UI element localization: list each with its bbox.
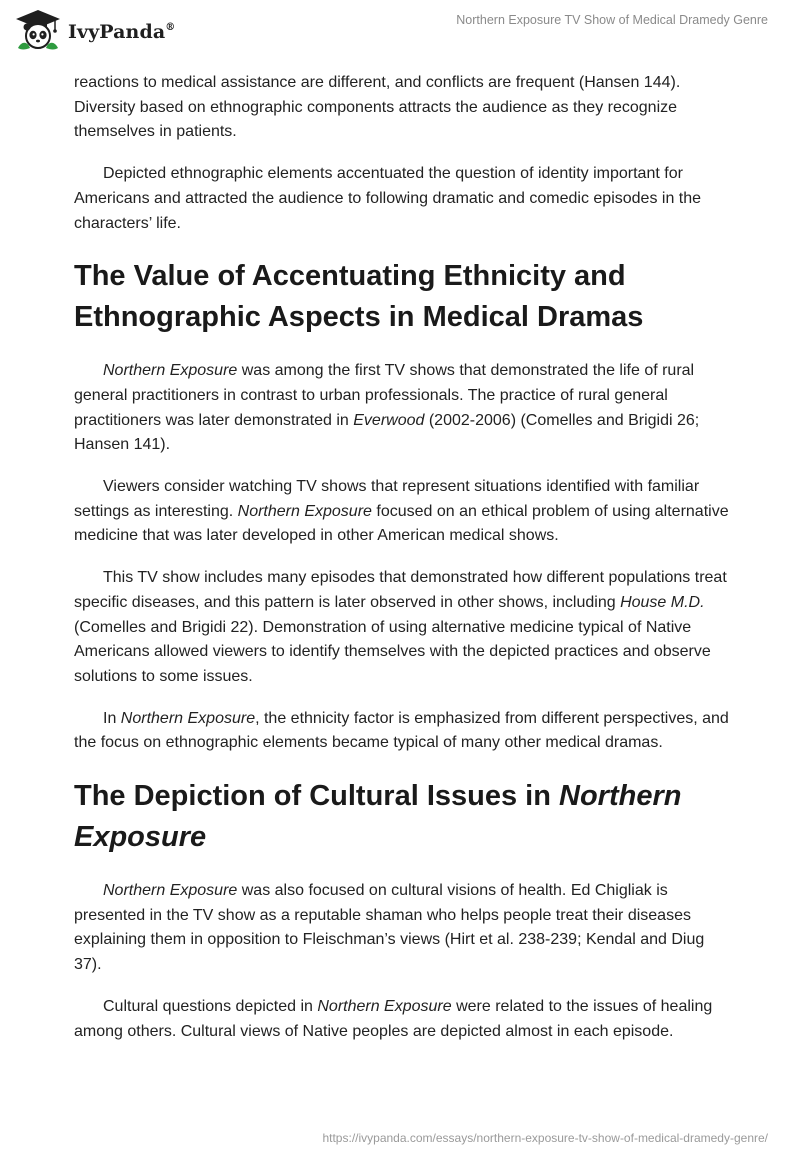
paragraph: Northern Exposure was among the first TV shows that demonstrated the life of rural general practitioners in contrast to urban professionals. The practice of rural general practitioners was later demonstrated in Everwood (2002-2006) (Comelles and Brigidi 26; Hansen 141). [74,362,700,454]
paragraph: reactions to medical assistance are different, and conflicts are frequent (Hansen 144). Diversity based on ethnographic components attracts the audience as they recognize themselves in patients. [74,74,681,141]
logo-text: IvyPanda® [68,21,176,43]
page-header [0,0,800,70]
section-heading: The Depiction of Cultural Issues in Northern Exposure [74,780,682,854]
paragraph: This TV show includes many episodes that demonstrated how different populations treat specific diseases, and this pattern is later observed in other shows, including House M.D. (Comelles and Brigidi 22). Demonstration of using alternative medicine typical of Native Americans allowed viewers to identify themselves with the depicted practices and observe solutions to some issues. [74,569,727,685]
ivypanda-logo[interactable] [14,8,175,52]
panda-graduate-icon [14,8,62,52]
paragraph: In Northern Exposure, the ethnicity factor is emphasized from different perspectives, and the focus on ethnographic elements became typical of many other medical dramas. [74,709,729,752]
essay-content [74,70,734,1061]
paragraph: Depicted ethnographic elements accentuated the question of identity important for Americans and attracted the audience to following dramatic and comedic episodes in the characters’ life. [74,165,702,232]
paragraph: Cultural questions depicted in Northern Exposure were related to the issues of healing among others. Cultural views of Native peoples are depicted almost in each episode. [74,997,713,1040]
paragraph: Viewers consider watching TV shows that represent situations identified with familiar settings as interesting. Northern Exposure focused on an ethical problem of using alternative medicine that was later developed in other American medical shows. [74,478,729,545]
section-heading: The Value of Accentuating Ethnicity and Ethnographic Aspects in Medical Dramas [74,260,644,334]
source-url[interactable]: https://ivypanda.com/essays/northern-exposure-tv-show-of-medical-dramedy-genre/ [322,1131,768,1145]
document-title: Northern Exposure TV Show of Medical Dramedy Genre [456,13,768,27]
paragraph: Northern Exposure was also focused on cultural visions of health. Ed Chigliak is presented in the TV show as a reputable shaman who helps people treat their diseases explaining them in opposition to Fleischman’s views (Hirt et al. 238-239; Kendal and Diug 37). [74,882,705,974]
